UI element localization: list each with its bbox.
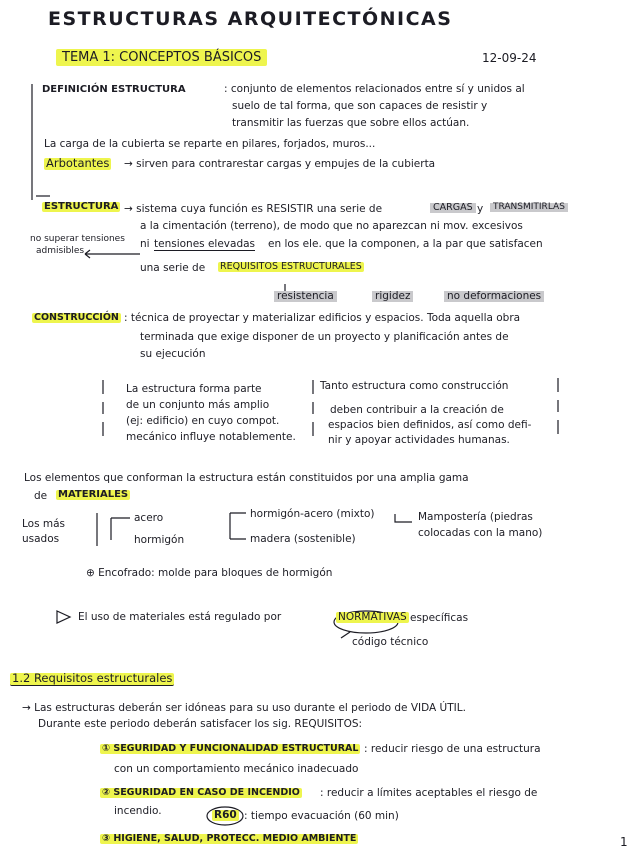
req-1-text: : reducir riesgo de una estructura	[364, 743, 541, 755]
req-2-text: : reducir a límites aceptables el riesgo de	[320, 787, 538, 799]
material-acero: acero	[134, 512, 164, 524]
estructura-line-2: a la cimentación (terreno), de modo que no aparezcan ni mov. excesivos	[140, 220, 523, 232]
requisitos-line-2: Durante este periodo deberán satisfacer los sig. REQUISITOS:	[38, 718, 363, 730]
req-2-r60: R60	[214, 809, 237, 821]
encofrado-line: ⊕ Encofrado: molde para bloques de hormigón	[86, 567, 333, 579]
req-1-text-2: con un comportamiento mecánico inadecuado	[114, 763, 359, 775]
codigo-tecnico: código técnico	[352, 636, 429, 648]
requisitos-heading: 1.2 Requisitos estructurales	[12, 671, 173, 685]
material-mamposteria-2: colocadas con la mano)	[418, 527, 543, 539]
side-note-2: admisibles	[36, 246, 85, 256]
box-right-line-2: deben contribuir a la creación de	[330, 404, 504, 416]
box-right-line-1: Tanto estructura como construcción	[320, 380, 509, 392]
box-left-line-3: (ej: edificio) en cuyo compot.	[126, 415, 280, 427]
mas-usados-2: usados	[22, 533, 60, 545]
estructura-line-4a: una serie de	[140, 262, 206, 274]
req-2-text-3: : tiempo evacuación (60 min)	[244, 810, 399, 822]
requisito-resistencia: resistencia	[274, 291, 337, 302]
normativa-text-b: específicas	[410, 612, 469, 624]
estructura-requisitos: REQUISITOS ESTRUCTURALES	[220, 261, 362, 272]
material-madera: madera (sostenible)	[250, 533, 356, 545]
box-right-line-3: espacios bien definidos, así como defi-	[328, 419, 532, 431]
page-number: 1	[620, 835, 628, 849]
normativa-label: NORMATIVAS	[338, 611, 407, 623]
estructura-cargas: CARGAS	[430, 203, 476, 213]
requisitos-line-1: → Las estructuras deberán ser idóneas para su uso durante el periodo de VIDA ÚTIL.	[22, 702, 466, 714]
definition-line-1: : conjunto de elementos relacionados entre sí y unidos al	[224, 83, 525, 95]
normativa-text-a: El uso de materiales está regulado por	[78, 611, 282, 623]
material-hormigon: hormigón	[134, 534, 185, 546]
box-left-line-4: mecánico influye notablemente.	[126, 431, 296, 443]
material-hormigon-acero: hormigón-acero (mixto)	[250, 508, 375, 520]
req-1-label: ① SEGURIDAD Y FUNCIONALIDAD ESTRUCTURAL	[102, 743, 359, 754]
box-left-line-1: La estructura forma parte	[126, 383, 262, 395]
side-note-1: no superar tensiones	[30, 234, 125, 244]
construccion-line-2: terminada que exige disponer de un proyecto y planificación antes de	[140, 331, 509, 343]
req-2-text-2: incendio.	[114, 805, 162, 817]
definition-line-3: transmitir las fuerzas que sobre ellos actúan.	[232, 117, 470, 129]
materiales-label: MATERIALES	[58, 489, 129, 500]
requisito-rigidez: rigidez	[372, 291, 413, 302]
req-3-label: ③ HIGIENE, SALUD, PROTECC. MEDIO AMBIENTE	[102, 833, 357, 844]
page-title: ESTRUCTURAS ARQUITECTÓNICAS	[48, 8, 453, 30]
construccion-line-3: su ejecución	[140, 348, 206, 360]
construccion-line-1: : técnica de proyectar y materializar edificios y espacios. Toda aquella obra	[124, 312, 521, 324]
estructura-line-3b: en los ele. que la componen, a la par que satisfacen	[268, 238, 543, 250]
estructura-line-3a: ni	[140, 238, 150, 250]
estructura-line-1a: → sistema cuya función es RESISTIR una serie de	[124, 203, 383, 215]
materiales-line-1: Los elementos que conforman la estructura están constituidos por una amplia gama	[24, 472, 469, 484]
req-2-label: ② SEGURIDAD EN CASO DE INCENDIO	[102, 787, 300, 798]
arbotantes-label: Arbotantes	[46, 156, 110, 170]
arbotantes-text: → sirven para contrarestar cargas y empujes de la cubierta	[124, 158, 436, 170]
definition-label: DEFINICIÓN ESTRUCTURA	[42, 84, 186, 95]
estructura-line-1b: y	[477, 203, 484, 215]
box-right-line-4: nir y apoyar actividades humanas.	[328, 434, 510, 446]
material-mamposteria-1: Mampostería (piedras	[418, 511, 533, 523]
carga-line: La carga de la cubierta se reparte en pilares, forjados, muros...	[44, 138, 376, 150]
materiales-line-2a: de	[34, 490, 48, 502]
definition-line-2: suelo de tal forma, que son capaces de resistir y	[232, 100, 488, 112]
topic-heading: TEMA 1: CONCEPTOS BÁSICOS	[56, 49, 267, 66]
requisito-no-deformaciones: no deformaciones	[444, 291, 544, 302]
mas-usados-1: Los más	[22, 518, 66, 530]
box-left-line-2: de un conjunto más amplio	[126, 399, 270, 411]
estructura-transmitirlas: TRANSMITIRLAS	[490, 203, 568, 212]
estructura-label: ESTRUCTURA	[44, 201, 119, 212]
construccion-label: CONSTRUCCIÓN	[34, 312, 119, 323]
estructura-tensiones: tensiones elevadas	[154, 238, 256, 250]
date: 12-09-24	[482, 51, 537, 65]
